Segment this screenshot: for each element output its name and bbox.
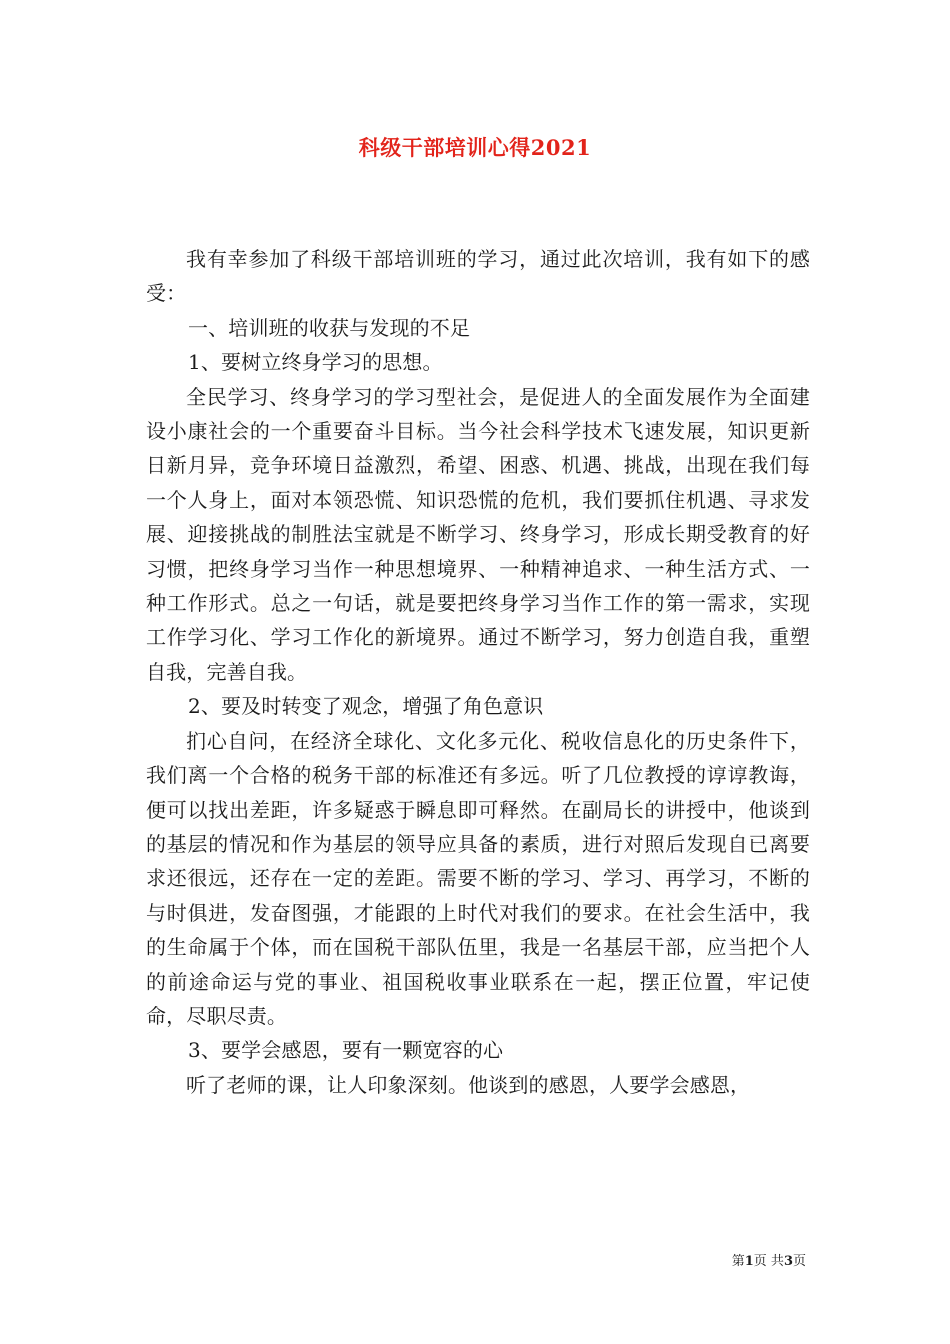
body-paragraph-1: 全民学习、终身学习的学习型社会，是促进人的全面发展作为全面建设小康社会的一个重要奋斗目标。当今社会科学技术飞速发展，知识更新日新月异，竞争环境日益激烈，希望、困惑、机遇、挑战，出现在我们每一个人身上，面对本领恐慌、知识恐慌的危机，我们要抓住机遇、寻求发展、迎接挑战的制胜法宝就是不断学习、终身学习，形成长期受教育的好习惯，把终身学习当作一种思想境界、一种精神追求、一种生活方式、一种工作形式。总之一句话，就是要把终身学习当作工作的第一需求，实现工作学习化、学习工作化的新境界。通过不断学习，努力创造自我，重塑自我，完善自我。 bbox=[146, 384, 810, 684]
document-body bbox=[146, 242, 810, 1102]
footer-middle: 页 共 bbox=[753, 1254, 784, 1269]
intro-paragraph: 我有幸参加了科级干部培训班的学习，通过此次培训，我有如下的感受： bbox=[146, 247, 810, 306]
section-heading-1: 一、培训班的收获与发现的不足 bbox=[188, 315, 471, 340]
subheading-1: 1、要树立终身学习的思想。 bbox=[188, 350, 443, 375]
body-paragraph-2: 扪心自问，在经济全球化、文化多元化、税收信息化的历史条件下，我们离一个合格的税务干部的标准还有多远。听了几位教授的谆谆教诲，便可以找出差距，许多疑惑于瞬息即可释然。在副局长的讲授中，他谈到的基层的情况和作为基层的领导应具备的素质，进行对照后发现自已离要求还很远，还存在一定的差距。需要不断的学习、学习、再学习，不断的与时俱进，发奋图强，才能跟的上时代对我们的要求。在社会生活中，我的生命属于个体，而在国税干部队伍里，我是一名基层干部，应当把个人的前途命运与党的事业、祖国税收事业联系在一起，摆正位置，牢记使命，尽职尽责。 bbox=[146, 728, 810, 1028]
total-pages-number: 3 bbox=[783, 1254, 793, 1269]
footer-suffix: 页 bbox=[792, 1254, 806, 1269]
subheading-3: 3、要学会感恩，要有一颗宽容的心 bbox=[188, 1038, 504, 1063]
subheading-2: 2、要及时转变了观念，增强了角色意识 bbox=[188, 694, 544, 719]
page-footer bbox=[732, 1250, 806, 1269]
body-paragraph-3: 听了老师的课，让人印象深刻。他谈到的感恩，人要学会感恩， bbox=[186, 1072, 751, 1097]
footer-prefix: 第 bbox=[731, 1254, 745, 1269]
current-page-number: 1 bbox=[744, 1254, 754, 1269]
document-title: 科级干部培训心得2021 bbox=[358, 135, 592, 160]
